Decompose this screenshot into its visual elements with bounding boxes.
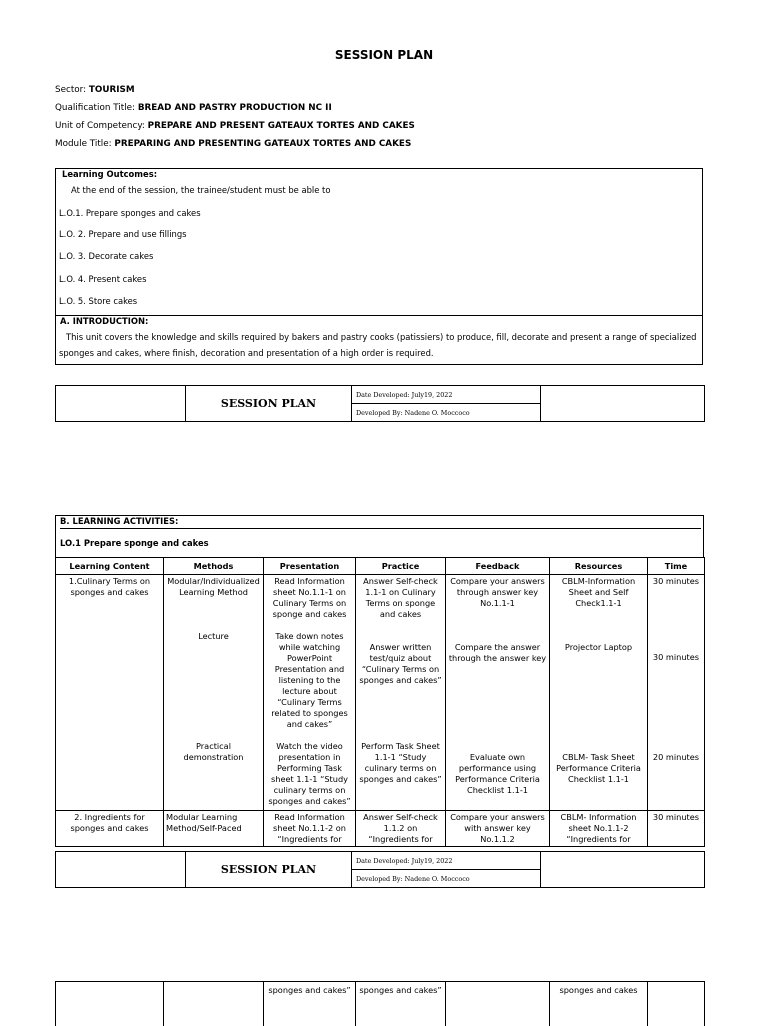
module-line: [55, 139, 411, 149]
learning-activities-heading: B. LEARNING ACTIVITIES:: [60, 516, 701, 529]
qualification-line: [55, 103, 332, 113]
introduction-text-line-1: This unit covers the knowledge and skills required by bakers and pastry cooks (patissiers) to produce, fill, decorate and present a range of specialized: [66, 332, 696, 342]
learning-outcomes-heading: Learning Outcomes:: [62, 169, 157, 179]
module-label: Module Title:: [55, 139, 114, 149]
learning-outcomes-box: [55, 168, 703, 316]
learning-outcome-4: L.O. 4. Present cakes: [59, 274, 146, 284]
date-developed: Date Developed: July19, 2022: [352, 852, 541, 870]
practice-3: Perform Task Sheet 1.1-1 “Study culinary terms on sponges and cakes”: [358, 741, 443, 785]
session-plan-header-table: [55, 385, 705, 422]
learning-outcome-3: L.O. 3. Decorate cakes: [59, 251, 153, 261]
learning-outcome-2: L.O. 2. Prepare and use fillings: [59, 229, 187, 239]
presentation-3: Watch the video presentation in Performing Task sheet 1.1-1 “Study culinary terms on sponges and cakes”: [266, 741, 353, 807]
resources-2: Projector Laptop: [552, 642, 645, 752]
developed-by: Developed By: Nadene O. Moccoco: [352, 870, 541, 888]
col-resources: Resources: [550, 558, 648, 575]
practice-cell: sponges and cakes”: [356, 982, 446, 1026]
resources-cell: [550, 575, 648, 811]
feedback-cell: Compare your answers with answer key No.1.1.2: [446, 811, 550, 847]
presentation-cell: Read Information sheet No.1.1-2 on “Ingredients for: [264, 811, 356, 847]
header-blank-cell: [541, 386, 705, 422]
resources-1: CBLM-Information Sheet and Self Check1.1-1: [552, 576, 645, 642]
session-plan-header-title: SESSION PLAN: [186, 852, 352, 888]
date-developed: Date Developed: July19, 2022: [352, 386, 541, 404]
feedback-1: Compare your answers through answer key No.1.1-1: [448, 576, 547, 642]
time-cell: 30 minutes: [648, 811, 705, 847]
learning-content-cell: [56, 982, 164, 1026]
practice-cell: [356, 575, 446, 811]
unit-label: Unit of Competency:: [55, 121, 148, 131]
feedback-2: Compare the answer through the answer key: [448, 642, 547, 752]
col-presentation: Presentation: [264, 558, 356, 575]
session-plan-header-table-2: [55, 851, 705, 888]
feedback-cell: [446, 575, 550, 811]
learning-outcomes-intro: At the end of the session, the trainee/student must be able to: [71, 185, 330, 195]
resources-cell: sponges and cakes: [550, 982, 648, 1026]
col-learning-content: Learning Content: [56, 558, 164, 575]
feedback-cell: [446, 982, 550, 1026]
col-feedback: Feedback: [446, 558, 550, 575]
practice-2: Answer written test/quiz about “Culinary Terms on sponges and cakes”: [358, 642, 443, 741]
method-2: Lecture: [166, 631, 261, 741]
methods-cell: Modular Learning Method/Self-Paced: [164, 811, 264, 847]
time-1: 30 minutes: [650, 576, 702, 652]
presentation-1: Read Information sheet No.1.1-1 on Culinary Terms on sponge and cakes: [266, 576, 353, 631]
time-2: 30 minutes: [650, 652, 702, 752]
learning-activities-header: [55, 515, 704, 557]
sector-line: [55, 85, 135, 95]
method-3: Practical demonstration: [166, 741, 261, 763]
table-row: [56, 982, 705, 1026]
module-value: PREPARING AND PRESENTING GATEAUX TORTES AND CAKES: [114, 139, 411, 149]
introduction-heading: A. INTRODUCTION:: [60, 316, 148, 326]
table-header-row: [56, 558, 705, 575]
methods-cell: [164, 982, 264, 1026]
col-practice: Practice: [356, 558, 446, 575]
lo1-title: LO.1 Prepare sponge and cakes: [60, 538, 209, 548]
resources-cell: CBLM- Information sheet No.1.1-2 “Ingredients for: [550, 811, 648, 847]
learning-outcome-5: L.O. 5. Store cakes: [59, 296, 137, 306]
header-blank-cell: [541, 852, 705, 888]
introduction-box: [55, 316, 703, 365]
col-methods: Methods: [164, 558, 264, 575]
method-1: Modular/Individualized Learning Method: [166, 576, 261, 631]
presentation-cell: sponges and cakes”: [264, 982, 356, 1026]
resources-3: CBLM- Task Sheet Performance Criteria Checklist 1.1-1: [552, 752, 645, 785]
learning-content-cell: 2. Ingredients for sponges and cakes: [56, 811, 164, 847]
practice-1: Answer Self-check 1.1-1 on Culinary Terms on sponge and cakes: [358, 576, 443, 642]
session-plan-header-title: SESSION PLAN: [186, 386, 352, 422]
feedback-3: Evaluate own performance using Performance Criteria Checklist 1.1-1: [448, 752, 547, 796]
unit-line: [55, 121, 415, 131]
unit-value: PREPARE AND PRESENT GATEAUX TORTES AND CAKES: [148, 121, 415, 131]
table-row: [56, 575, 705, 811]
time-cell: [648, 982, 705, 1026]
presentation-cell: [264, 575, 356, 811]
practice-cell: Answer Self-check 1.1.2 on “Ingredients for: [356, 811, 446, 847]
developed-by: Developed By: Nadene O. Moccoco: [352, 404, 541, 422]
header-logo-cell: [56, 852, 186, 888]
page-title: SESSION PLAN: [0, 48, 768, 62]
sector-label: Sector:: [55, 85, 89, 95]
time-3: 20 minutes: [650, 752, 702, 763]
introduction-text-line-2: sponges and cakes, where finish, decoration and presentation of a high order is required.: [59, 348, 434, 358]
sector-value: TOURISM: [89, 85, 135, 95]
qualification-value: BREAD AND PASTRY PRODUCTION NC II: [138, 103, 332, 113]
methods-cell: [164, 575, 264, 811]
continuation-table: [55, 981, 705, 1026]
learning-outcome-1: L.O.1. Prepare sponges and cakes: [59, 208, 201, 218]
time-cell: [648, 575, 705, 811]
learning-activities-table: [55, 557, 705, 847]
qualification-label: Qualification Title:: [55, 103, 138, 113]
table-row: [56, 811, 705, 847]
col-time: Time: [648, 558, 705, 575]
header-logo-cell: [56, 386, 186, 422]
learning-content-cell: 1.Culinary Terms on sponges and cakes: [56, 575, 164, 811]
presentation-2: Take down notes while watching PowerPoint Presentation and listening to the lecture about “Culinary Terms related to sponges and cakes”: [266, 631, 353, 741]
